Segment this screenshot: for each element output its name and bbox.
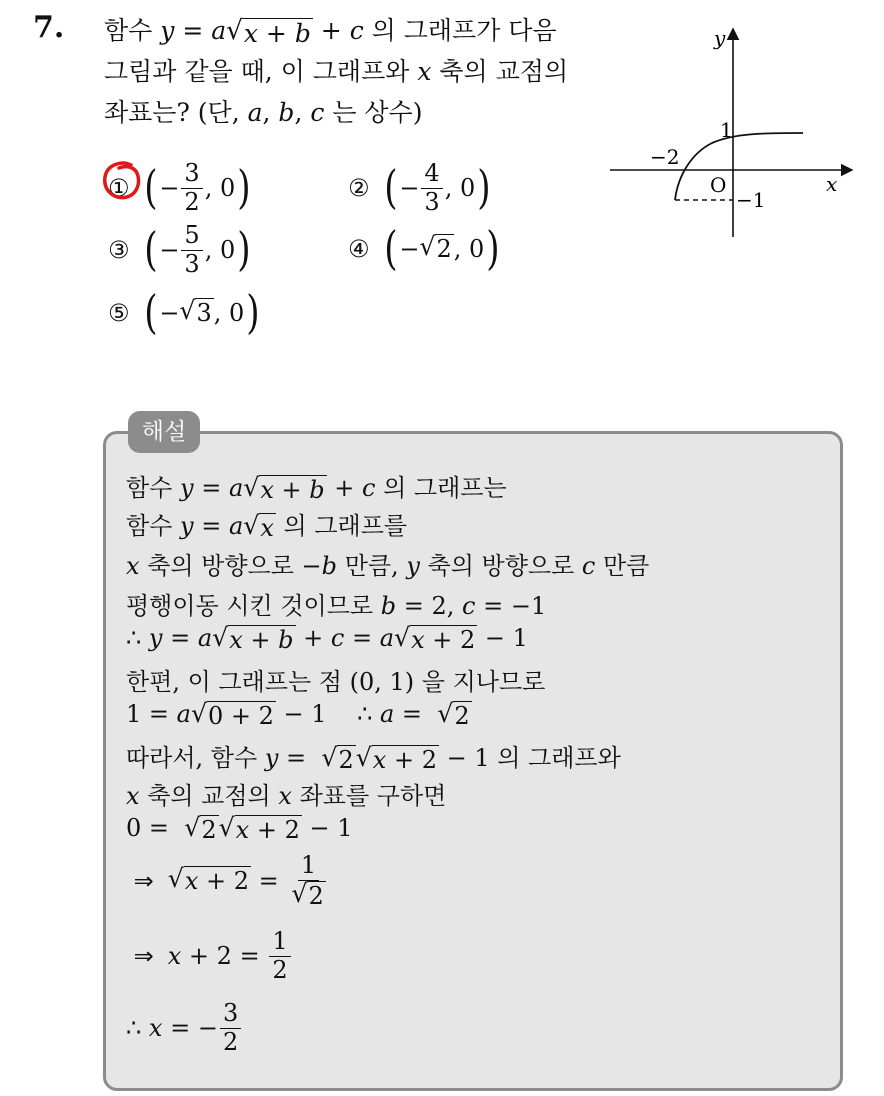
label-1: 1 bbox=[720, 118, 733, 142]
problem-stem bbox=[104, 10, 604, 133]
sol-line-4: 평행이동 시킨 것이므로 b = 2, c = −1 bbox=[126, 592, 547, 620]
stem-line-1: 함수 y = a √ x + b + c 의 그래프가 다음 bbox=[104, 16, 557, 48]
label-neg2: −2 bbox=[650, 145, 680, 169]
problem-number: 7. bbox=[33, 10, 65, 45]
sol-line-5: ∴ y = a √ x + b + c = a √ x + 2 − 1 bbox=[126, 623, 528, 654]
choice-1[interactable]: ① ( − $\frac{3}{2}$ , 0 ) bbox=[108, 159, 251, 216]
choice-4[interactable]: ④ ( − √ 2 , 0 ) bbox=[348, 222, 500, 275]
sol-line-13: ∴ x = − $\frac{3}{2}$ bbox=[126, 1000, 243, 1056]
sol-line-1: 함수 y = a √ x + b + c 의 그래프는 bbox=[126, 473, 507, 504]
stem-line-3: 좌표는? (단, a, b, c 는 상수) bbox=[104, 98, 423, 127]
stem-line-2: 그림과 같을 때, 이 그래프와 x 축의 교점의 bbox=[104, 57, 569, 86]
sol-line-3: x 축의 방향으로 −b 만큼, y 축의 방향으로 c 만큼 bbox=[126, 552, 650, 580]
sol-line-7: 1 = a √ 0 + 2 − 1 ∴ a = √ 2 bbox=[126, 699, 470, 730]
choice-3[interactable]: ③ ( − $\frac{5}{3}$ , 0 ) bbox=[108, 221, 251, 278]
choice-2[interactable]: ② ( − $\frac{4}{3}$ , 0 ) bbox=[348, 159, 491, 216]
sol-line-10: 0 = √ 2 √ x + 2 − 1 bbox=[126, 813, 353, 844]
x-axis-label: x bbox=[826, 172, 838, 196]
y-axis-label: y bbox=[714, 26, 726, 50]
sol-line-6: 한편, 이 그래프는 점 (0, 1) 을 지나므로 bbox=[126, 668, 546, 696]
sol-line-11: ⇒ √ x + 2 = 1 √ 2 bbox=[126, 851, 324, 910]
sol-line-2: 함수 y = a √ x 의 그래프를 bbox=[126, 511, 408, 542]
label-neg1: −1 bbox=[736, 188, 766, 212]
sol-line-12: ⇒ x + 2 = $\frac{1}{2}$ bbox=[126, 928, 293, 984]
function-graph bbox=[600, 25, 860, 245]
origin-label: O bbox=[710, 173, 727, 197]
sol-line-9: x 축의 교점의 x 좌표를 구하면 bbox=[126, 782, 447, 810]
solution-tag: 해설 bbox=[128, 411, 200, 453]
choice-5[interactable]: ⑤ ( − √ 3 , 0 ) bbox=[108, 286, 260, 339]
sol-line-8: 따라서, 함수 y = √ 2 √ x + 2 − 1 의 그래프와 bbox=[126, 743, 621, 774]
